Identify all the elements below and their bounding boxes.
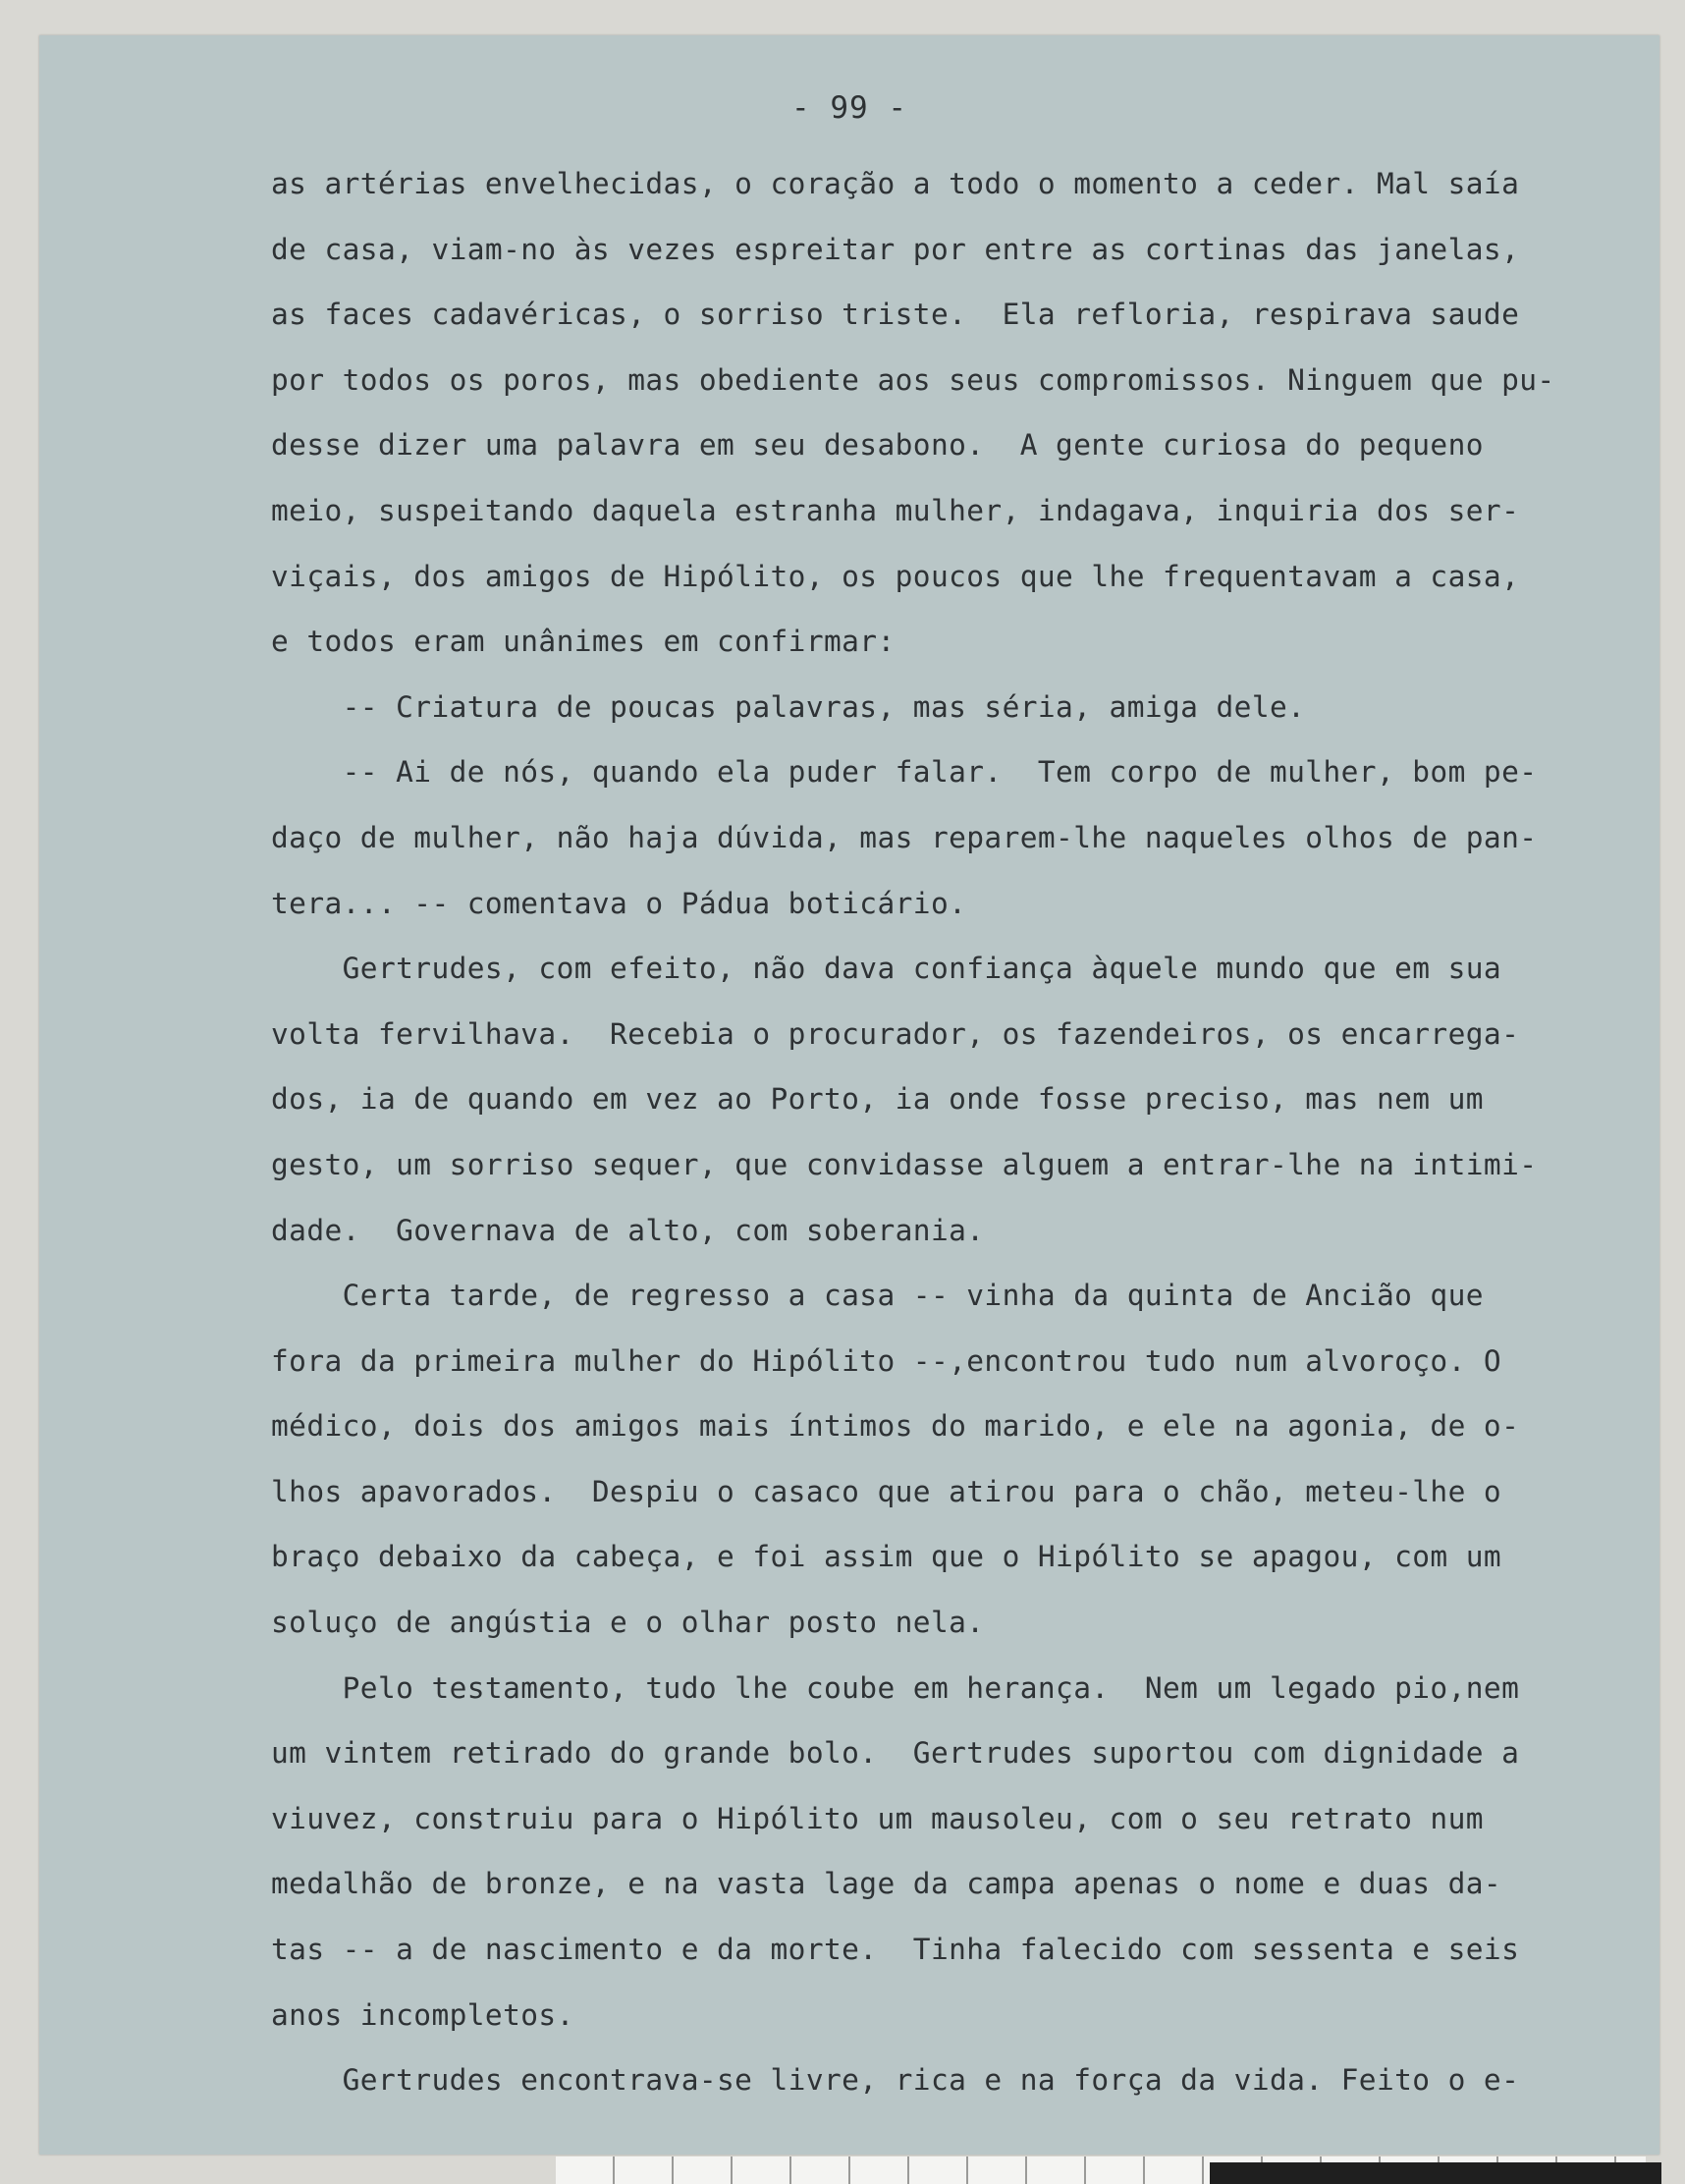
text-line: daço de mulher, não haja dúvida, mas reparem-lhe naqueles olhos de pan- — [271, 820, 1538, 854]
text-line: viuvez, construiu para o Hipólito um mausoleu, com o seu retrato num — [271, 1801, 1484, 1835]
text-line: desse dizer uma palavra em seu desabono. A gente curiosa do pequeno — [271, 428, 1484, 463]
text-line: gesto, um sorriso sequer, que convidasse alguem a entrar-lhe na intimi- — [271, 1147, 1538, 1181]
text-line: viçais, dos amigos de Hipólito, os poucos que lhe frequentavam a casa, — [271, 559, 1520, 593]
text-line: volta fervilhava. Recebia o procurador, os fazendeiros, os encarrega- — [271, 1016, 1520, 1051]
text-line: por todos os poros, mas obediente aos seus compromissos. Ninguem que pu- — [271, 362, 1555, 397]
text-line: anos incompletos. — [271, 1997, 574, 2032]
text-line: médico, dois dos amigos mais íntimos do marido, e ele na agonia, de o- — [271, 1409, 1520, 1444]
typewritten-page — [39, 35, 1659, 2155]
page-number: - 99 - — [791, 90, 907, 126]
text-line: de casa, viam-no às vezes espreitar por entre as cortinas das janelas, — [271, 232, 1520, 266]
text-line: meio, suspeitando daquela estranha mulher, indagava, inquiria dos ser- — [271, 493, 1520, 527]
text-line: e todos eram unânimes em confirmar: — [271, 625, 896, 659]
text-line: tas -- a de nascimento e da morte. Tinha falecido com sessenta e seis — [271, 1933, 1520, 1967]
text-line: Certa tarde, de regresso a casa -- vinha da quinta de Ancião que — [271, 1279, 1484, 1313]
text-line: Gertrudes encontrava-se livre, rica e na força da vida. Feito o e- — [271, 2063, 1520, 2098]
text-line: Pelo testamento, tudo lhe coube em herança. Nem um legado pio,nem — [271, 1670, 1520, 1705]
text-line: braço debaixo da cabeça, e foi assim que o Hipólito se apagou, com um — [271, 1540, 1502, 1574]
text-line: lhos apavorados. Despiu o casaco que atirou para o chão, meteu-lhe o — [271, 1474, 1502, 1508]
text-line: dade. Governava de alto, com soberania. — [271, 1213, 985, 1247]
text-line: Gertrudes, com efeito, não dava confiança àquele mundo que em sua — [271, 952, 1502, 986]
scan-color-strip — [1210, 2162, 1661, 2184]
text-line: dos, ia de quando em vez ao Porto, ia onde fosse preciso, mas nem um — [271, 1082, 1484, 1117]
text-line: tera... -- comentava o Pádua boticário. — [271, 886, 967, 920]
text-line: as artérias envelhecidas, o coração a todo o momento a ceder. Mal saía — [271, 167, 1520, 200]
text-line: medalhão de bronze, e na vasta lage da campa apenas o nome e duas da- — [271, 1867, 1502, 1901]
text-line: um vintem retirado do grande bolo. Gertrudes suportou com dignidade a — [271, 1736, 1520, 1771]
text-line: soluço de angústia e o olhar posto nela. — [271, 1606, 985, 1640]
text-line: as faces cadavéricas, o sorriso triste. Ela refloria, respirava saude — [271, 298, 1520, 332]
page-body — [271, 151, 1646, 2113]
text-line: -- Criatura de poucas palavras, mas séria, amiga dele. — [271, 689, 1306, 724]
text-line: fora da primeira mulher do Hipólito --,encontrou tudo num alvoroço. O — [271, 1343, 1502, 1378]
text-line: -- Ai de nós, quando ela puder falar. Tem corpo de mulher, bom pe- — [271, 755, 1538, 790]
